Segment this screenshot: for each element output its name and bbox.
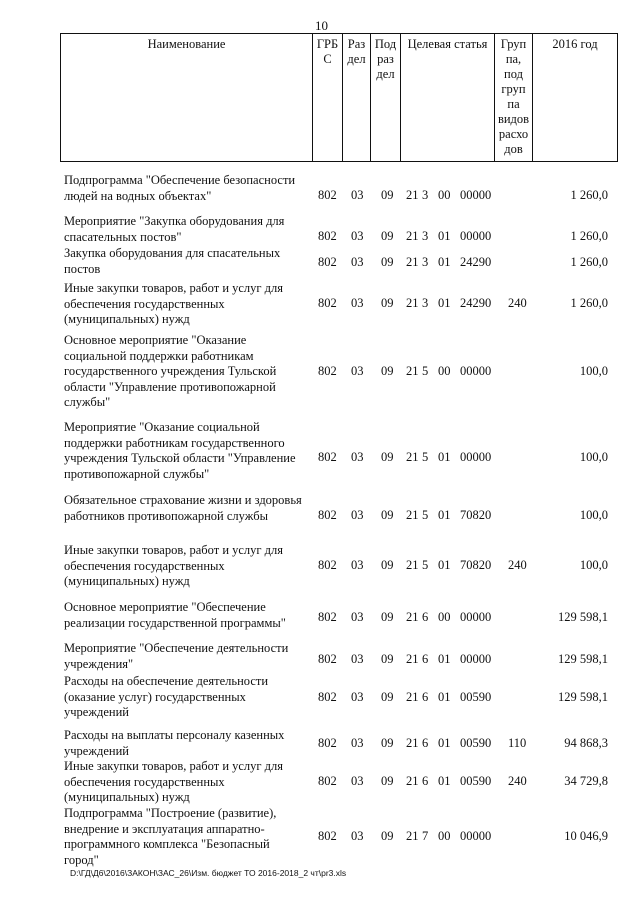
cell-amount-2016: 129 598,1 (558, 690, 608, 704)
cell-amount-2016: 100,0 (579, 450, 608, 464)
cell-razdel: 03 (351, 610, 364, 624)
row-name: Основное мероприятие "Оказание социальной поддержки работникам государственного учреждения Тульской области "Управление противопожарной службы" (64, 333, 277, 409)
cell-target-event: 01 (438, 255, 451, 269)
cell-target-direction: 00590 (460, 774, 492, 788)
cell-amount-2016: 100,0 (579, 508, 608, 522)
cell-grbs: 802 (318, 296, 337, 310)
cell-target-subprogram: 5 (422, 508, 429, 522)
cell-amount-2016: 129 598,1 (558, 610, 608, 624)
cell-amount-2016: 34 729,8 (564, 774, 608, 788)
cell-target-subprogram: 3 (422, 255, 429, 269)
row-name: Обязательное страхование жизни и здоровья работников противопожарной службы (64, 493, 302, 523)
cell-target-event: 00 (438, 610, 451, 624)
cell-target-direction: 00000 (460, 450, 492, 464)
cell-target-event: 01 (438, 690, 451, 704)
cell-target-subprogram: 3 (422, 188, 429, 202)
cell-podrazdel: 09 (381, 508, 394, 522)
cell-target-subprogram: 6 (422, 736, 429, 750)
cell-podrazdel: 09 (381, 610, 394, 624)
cell-expense-type: 110 (508, 736, 527, 750)
cell-grbs: 802 (318, 690, 337, 704)
cell-grbs: 802 (318, 450, 337, 464)
cell-target-program: 21 (406, 829, 419, 843)
cell-target-direction: 00000 (460, 229, 492, 243)
row-name: Расходы на выплаты персоналу казенных учреждений (64, 728, 285, 758)
cell-amount-2016: 10 046,9 (564, 829, 608, 843)
header-podrazdel: Под раз дел (371, 34, 401, 162)
cell-podrazdel: 09 (381, 652, 394, 666)
file-path: D:\ГД\Д6\2016\ЗАКОН\ЗАС_26\Изм. бюджет ТО 2016-2018_2 чт\pr3.xls (70, 868, 347, 878)
cell-podrazdel: 09 (381, 188, 394, 202)
cell-razdel: 03 (351, 450, 364, 464)
header-target: Целевая статья (401, 34, 495, 162)
cell-target-subprogram: 5 (422, 558, 429, 572)
cell-target-subprogram: 7 (422, 829, 429, 843)
cell-amount-2016: 100,0 (579, 364, 608, 378)
row-name: Основное мероприятие "Обеспечение реализации государственной программы" (64, 600, 286, 630)
cell-amount-2016: 1 260,0 (570, 229, 608, 243)
cell-podrazdel: 09 (381, 774, 394, 788)
cell-expense-type: 240 (508, 774, 527, 788)
cell-grbs: 802 (318, 829, 337, 843)
cell-razdel: 03 (351, 558, 364, 572)
cell-target-event: 01 (438, 296, 451, 310)
row-name: Мероприятие "Закупка оборудования для спасательных постов" (64, 214, 285, 244)
cell-target-subprogram: 5 (422, 450, 429, 464)
cell-grbs: 802 (318, 652, 337, 666)
cell-target-direction: 24290 (460, 296, 492, 310)
cell-target-program: 21 (406, 450, 419, 464)
cell-razdel: 03 (351, 736, 364, 750)
cell-grbs: 802 (318, 558, 337, 572)
cell-grbs: 802 (318, 188, 337, 202)
cell-target-event: 01 (438, 229, 451, 243)
cell-grbs: 802 (318, 736, 337, 750)
cell-target-event: 01 (438, 774, 451, 788)
row-name: Подпрограмма "Обеспечение безопасности людей на водных объектах" (64, 173, 296, 203)
cell-target-event: 00 (438, 364, 451, 378)
cell-grbs: 802 (318, 255, 337, 269)
cell-razdel: 03 (351, 508, 364, 522)
cell-razdel: 03 (351, 652, 364, 666)
cell-target-program: 21 (406, 690, 419, 704)
cell-target-direction: 00000 (460, 188, 492, 202)
cell-expense-type: 240 (508, 558, 527, 572)
cell-target-program: 21 (406, 558, 419, 572)
cell-target-event: 01 (438, 736, 451, 750)
cell-razdel: 03 (351, 364, 364, 378)
cell-amount-2016: 129 598,1 (558, 652, 608, 666)
cell-target-subprogram: 3 (422, 296, 429, 310)
cell-razdel: 03 (351, 229, 364, 243)
header-razdel: Раз дел (343, 34, 371, 162)
cell-target-subprogram: 6 (422, 690, 429, 704)
cell-target-event: 00 (438, 188, 451, 202)
cell-razdel: 03 (351, 188, 364, 202)
cell-target-direction: 70820 (460, 508, 492, 522)
cell-target-program: 21 (406, 610, 419, 624)
cell-podrazdel: 09 (381, 829, 394, 843)
cell-grbs: 802 (318, 229, 337, 243)
cell-target-program: 21 (406, 364, 419, 378)
cell-grbs: 802 (318, 508, 337, 522)
cell-target-event: 01 (438, 558, 451, 572)
cell-target-direction: 00000 (460, 652, 492, 666)
cell-target-program: 21 (406, 296, 419, 310)
header-group: Груп па, под груп па видов расхо дов (495, 34, 533, 162)
cell-target-program: 21 (406, 229, 419, 243)
row-name: Иные закупки товаров, работ и услуг для обеспечения государственных (муниципальных) нужд (64, 543, 284, 588)
cell-podrazdel: 09 (381, 255, 394, 269)
cell-target-direction: 00590 (460, 736, 492, 750)
cell-podrazdel: 09 (381, 450, 394, 464)
cell-razdel: 03 (351, 255, 364, 269)
cell-target-subprogram: 3 (422, 229, 429, 243)
cell-amount-2016: 1 260,0 (570, 255, 608, 269)
cell-amount-2016: 1 260,0 (570, 296, 608, 310)
cell-target-program: 21 (406, 736, 419, 750)
cell-amount-2016: 94 868,3 (564, 736, 608, 750)
header-name: Наименование (61, 34, 313, 162)
cell-podrazdel: 09 (381, 558, 394, 572)
cell-target-subprogram: 6 (422, 652, 429, 666)
cell-podrazdel: 09 (381, 296, 394, 310)
cell-target-program: 21 (406, 255, 419, 269)
cell-target-subprogram: 6 (422, 610, 429, 624)
cell-podrazdel: 09 (381, 229, 394, 243)
cell-target-direction: 24290 (460, 255, 492, 269)
cell-grbs: 802 (318, 774, 337, 788)
cell-target-subprogram: 6 (422, 774, 429, 788)
cell-razdel: 03 (351, 296, 364, 310)
page-number: 10 (315, 18, 328, 33)
row-name: Иные закупки товаров, работ и услуг для обеспечения государственных (муниципальных) нужд (64, 281, 284, 326)
cell-expense-type: 240 (508, 296, 527, 310)
cell-amount-2016: 100,0 (579, 558, 608, 572)
header-grbs: ГРБ С (313, 34, 343, 162)
cell-target-subprogram: 5 (422, 364, 429, 378)
cell-target-program: 21 (406, 652, 419, 666)
cell-target-direction: 00000 (460, 829, 492, 843)
cell-target-event: 01 (438, 652, 451, 666)
row-name: Мероприятие "Обеспечение деятельности учреждения" (64, 641, 289, 671)
cell-target-program: 21 (406, 508, 419, 522)
cell-razdel: 03 (351, 774, 364, 788)
cell-razdel: 03 (351, 829, 364, 843)
cell-target-direction: 00590 (460, 690, 492, 704)
header-year: 2016 год (533, 34, 618, 162)
cell-target-direction: 00000 (460, 610, 492, 624)
row-name: Расходы на обеспечение деятельности (оказание услуг) государственных учреждений (64, 674, 269, 719)
cell-target-direction: 00000 (460, 364, 492, 378)
cell-razdel: 03 (351, 690, 364, 704)
cell-podrazdel: 09 (381, 736, 394, 750)
row-name: Мероприятие "Оказание социальной поддержки работникам государственного учреждения Тульской области "Управление противопожарной службы" (64, 420, 296, 481)
row-name: Иные закупки товаров, работ и услуг для обеспечения государственных (муниципальных) нужд (64, 759, 284, 804)
row-name: Закупка оборудования для спасательных постов (64, 246, 281, 276)
cell-target-direction: 70820 (460, 558, 492, 572)
cell-target-program: 21 (406, 188, 419, 202)
cell-podrazdel: 09 (381, 364, 394, 378)
cell-target-event: 01 (438, 450, 451, 464)
row-name: Подпрограмма "Построение (развитие), внедрение и эксплуатация аппаратно-программного комплекса "Безопасный город" (64, 806, 277, 867)
cell-target-event: 01 (438, 508, 451, 522)
cell-grbs: 802 (318, 610, 337, 624)
cell-target-program: 21 (406, 774, 419, 788)
cell-amount-2016: 1 260,0 (570, 188, 608, 202)
cell-grbs: 802 (318, 364, 337, 378)
cell-target-event: 00 (438, 829, 451, 843)
cell-podrazdel: 09 (381, 690, 394, 704)
